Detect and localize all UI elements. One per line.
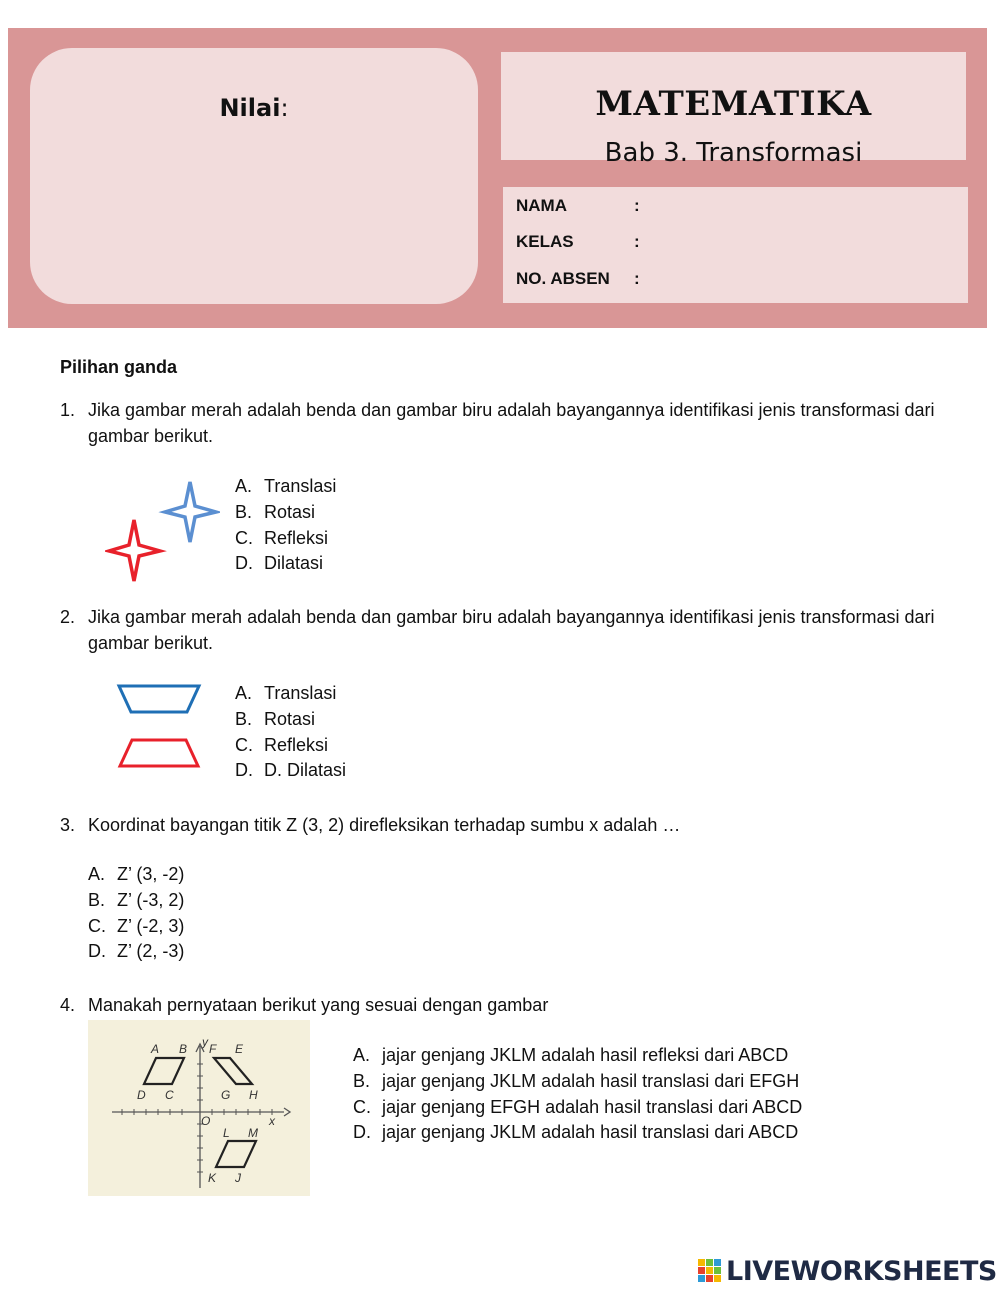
option-letter: C. xyxy=(235,527,253,548)
question-3 xyxy=(60,812,990,838)
option-text: Translasi xyxy=(264,683,337,703)
option-letter: A. xyxy=(88,864,106,884)
parallelogram-abcd xyxy=(144,1058,184,1084)
field-absen-label: NO. ABSEN xyxy=(516,269,610,288)
option-text: jajar genjang JKLM adalah hasil translasi dari ABCD xyxy=(382,1122,799,1143)
label-h: H xyxy=(249,1088,258,1102)
option-letter: D. xyxy=(235,553,253,574)
option-text: Z’ (-3, 2) xyxy=(117,889,185,910)
question-4-number: 4. xyxy=(60,995,76,1015)
label-d: D xyxy=(137,1088,146,1102)
score-label xyxy=(30,94,478,122)
coordinate-graph xyxy=(88,1020,310,1196)
question-2 xyxy=(60,604,990,656)
question-1-option-c[interactable] xyxy=(235,526,336,552)
option-letter: D. xyxy=(353,1122,371,1143)
question-1 xyxy=(60,397,990,449)
option-letter: D. xyxy=(88,941,106,962)
question-4-option-c[interactable] xyxy=(353,1095,802,1121)
option-letter: C. xyxy=(88,915,106,936)
question-3-option-a[interactable] xyxy=(88,862,184,888)
parallelogram-jklm xyxy=(216,1141,256,1167)
worksheet-header xyxy=(8,28,987,328)
question-1-option-b[interactable] xyxy=(235,500,336,526)
score-box xyxy=(30,48,478,304)
label-j: J xyxy=(235,1171,241,1185)
option-letter: A. xyxy=(235,683,253,703)
field-kelas xyxy=(516,232,640,252)
option-text: jajar genjang EFGH adalah hasil translasi dari ABCD xyxy=(382,1096,803,1117)
option-letter: A. xyxy=(353,1045,371,1065)
option-letter: B. xyxy=(88,889,106,910)
field-nama-label: NAMA xyxy=(516,196,567,215)
label-b: B xyxy=(179,1042,188,1056)
logo-text: LIVEWORKSHEETS xyxy=(726,1255,997,1287)
worksheet-title: MATEMATIKA xyxy=(595,84,872,124)
option-letter: B. xyxy=(235,708,253,729)
field-kelas-colon: : xyxy=(634,232,640,251)
question-3-number: 3. xyxy=(60,815,76,835)
worksheet-subtitle: Bab 3. Transformasi xyxy=(604,138,863,168)
question-3-options xyxy=(88,862,184,965)
x-axis-arrow xyxy=(284,1108,290,1116)
question-2-number: 2. xyxy=(60,607,76,627)
question-4-option-d[interactable] xyxy=(353,1120,802,1146)
field-kelas-label: KELAS xyxy=(516,232,574,251)
student-info-panel xyxy=(503,187,968,303)
red-star-icon xyxy=(109,520,160,581)
label-g: G xyxy=(221,1088,231,1102)
score-label-text: Nilai xyxy=(219,94,281,122)
question-2-option-d[interactable] xyxy=(235,758,346,784)
question-3-text: Koordinat bayangan titik Z (3, 2) direfleksikan terhadap sumbu x adalah … xyxy=(88,815,681,835)
option-text: Refleksi xyxy=(264,734,329,755)
question-1-option-a[interactable] xyxy=(235,474,336,500)
option-text: Z’ (2, -3) xyxy=(117,941,185,962)
option-text: jajar genjang JKLM adalah hasil refleksi dari ABCD xyxy=(382,1045,789,1065)
question-4-option-b[interactable] xyxy=(353,1069,802,1095)
question-4 xyxy=(60,992,990,1018)
field-nama xyxy=(516,196,640,216)
liveworksheets-logo xyxy=(697,1254,997,1288)
question-3-option-c[interactable] xyxy=(88,914,184,940)
question-1-number: 1. xyxy=(60,400,76,420)
option-text: D. Dilatasi xyxy=(264,760,347,781)
label-y-axis: y xyxy=(202,1035,208,1049)
option-letter: D. xyxy=(235,760,253,781)
score-colon: : xyxy=(280,94,289,122)
parallelogram-efgh xyxy=(214,1058,252,1084)
field-absen xyxy=(516,269,640,289)
option-text: Rotasi xyxy=(264,708,316,729)
trapezoid-figures xyxy=(114,682,206,772)
option-text: jajar genjang JKLM adalah hasil translasi dari EFGH xyxy=(382,1070,800,1091)
option-text: Rotasi xyxy=(264,501,316,522)
option-text: Translasi xyxy=(264,476,337,496)
blue-star-icon xyxy=(165,482,216,542)
label-k: K xyxy=(208,1171,217,1185)
option-text: Z’ (-2, 3) xyxy=(117,915,185,936)
label-c: C xyxy=(165,1088,174,1102)
star-figures xyxy=(105,480,220,585)
question-2-option-a[interactable] xyxy=(235,681,346,707)
option-letter: C. xyxy=(235,734,253,755)
label-e: E xyxy=(235,1042,244,1056)
option-letter: A. xyxy=(235,476,253,496)
liveworksheets-logo-icon xyxy=(697,1258,723,1284)
question-1-option-d[interactable] xyxy=(235,551,336,577)
option-text: Dilatasi xyxy=(264,553,324,574)
field-absen-colon: : xyxy=(634,269,640,288)
option-letter: B. xyxy=(353,1070,371,1091)
option-text: Z’ (3, -2) xyxy=(117,864,185,884)
title-panel xyxy=(501,52,966,168)
label-a: A xyxy=(151,1042,160,1056)
label-x-axis: x xyxy=(269,1114,275,1128)
label-l: L xyxy=(223,1126,230,1140)
option-text: Refleksi xyxy=(264,527,329,548)
question-4-option-a[interactable] xyxy=(353,1043,802,1069)
section-title: Pilihan ganda xyxy=(60,357,178,377)
question-1-text: Jika gambar merah adalah benda dan gambar biru adalah bayangannya identifikasi jenis transformasi dari gambar berikut. xyxy=(88,400,935,446)
question-4-text: Manakah pernyataan berikut yang sesuai dengan gambar xyxy=(88,995,549,1015)
label-m: M xyxy=(248,1126,258,1140)
label-origin: O xyxy=(201,1114,211,1128)
field-nama-colon: : xyxy=(634,196,640,215)
blue-trapezoid-icon xyxy=(119,686,199,712)
question-2-text: Jika gambar merah adalah benda dan gambar biru adalah bayangannya identifikasi jenis transformasi dari gambar berikut. xyxy=(88,607,935,653)
question-3-option-b[interactable] xyxy=(88,888,184,914)
question-4-options xyxy=(353,1043,802,1146)
question-1-options xyxy=(235,474,336,577)
red-trapezoid-icon xyxy=(120,740,198,766)
option-letter: B. xyxy=(235,501,253,522)
coordinate-graph-svg xyxy=(88,1020,310,1196)
question-2-option-c[interactable] xyxy=(235,733,346,759)
question-3-option-d[interactable] xyxy=(88,939,184,965)
question-2-options xyxy=(235,681,346,784)
label-f: F xyxy=(209,1042,217,1056)
option-letter: C. xyxy=(353,1096,371,1117)
question-2-option-b[interactable] xyxy=(235,707,346,733)
